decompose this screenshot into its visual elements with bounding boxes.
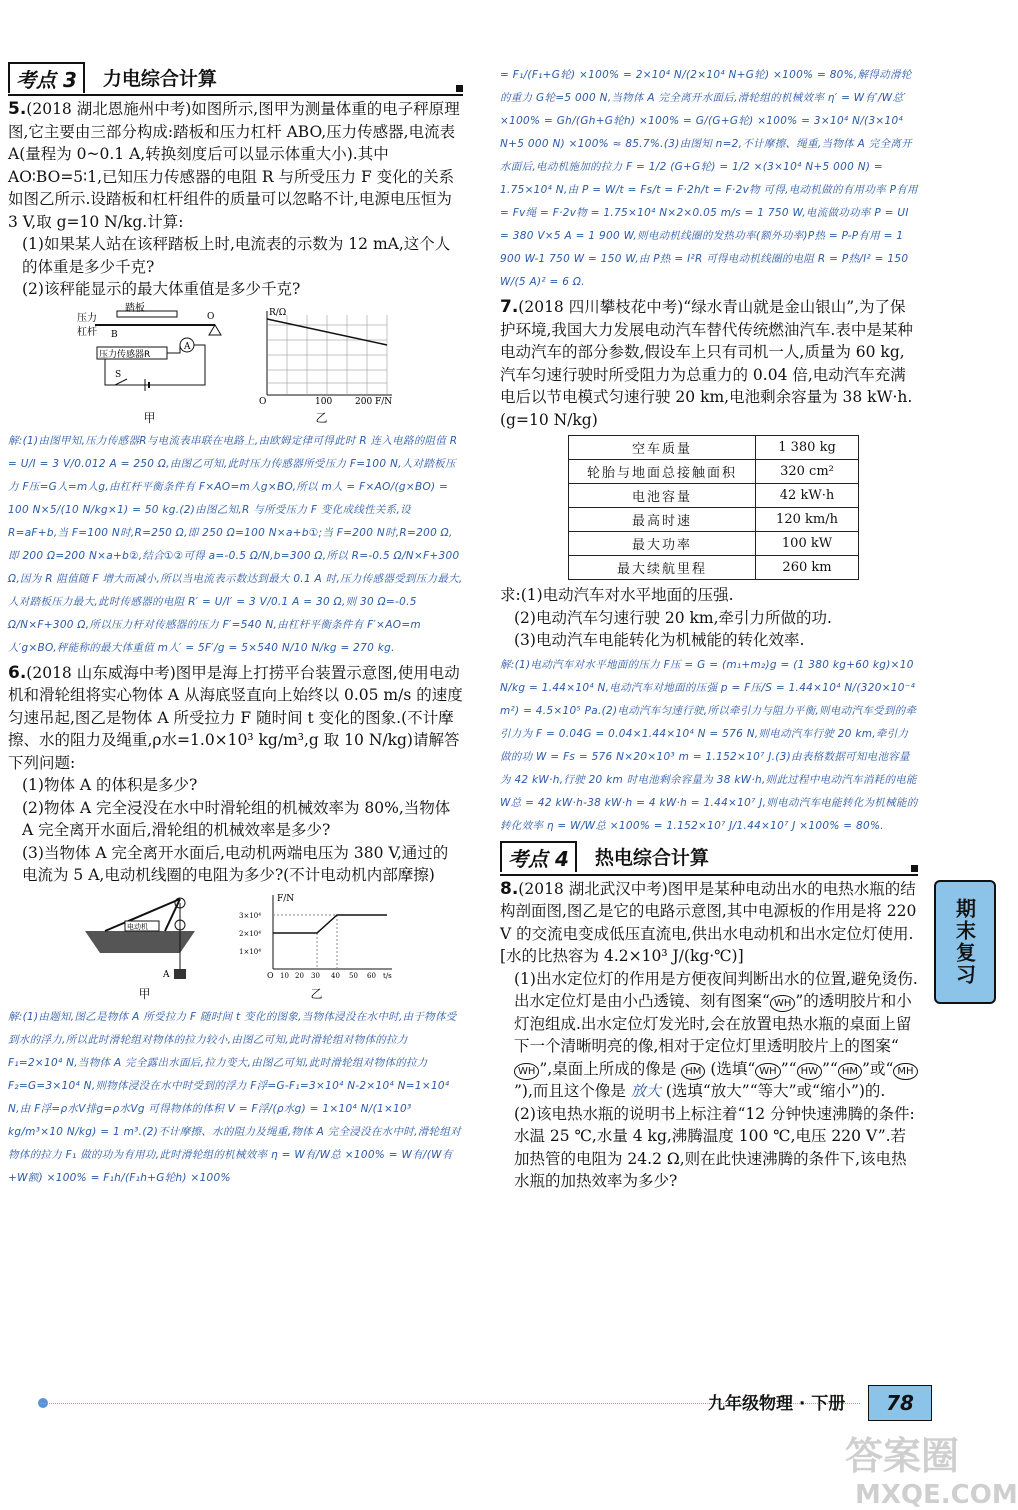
option-hw-icon: HW	[797, 1063, 822, 1080]
label-board: 踏板	[124, 302, 145, 314]
q6-sub1: (1)物体 A 的体积是多少?	[22, 776, 198, 794]
section-tag: 考点 4	[500, 841, 577, 872]
q6-figures	[8, 891, 463, 1002]
q8-sub2: (2)该电热水瓶的说明书上标注着“12 分钟快速沸腾的条件:水温 25 ℃,水量 4 kg,沸腾温度 100 ℃,电压 220 V”.若加热管的电阻为 24.2 Ω,则在此快速沸腾的条件下,该电热水瓶的加热效率为多少?	[514, 1104, 915, 1190]
svg-text:压力传感器R: 压力传感器R	[98, 349, 150, 360]
svg-text:50: 50	[348, 971, 358, 980]
question-text: (2018 湖北武汉中考)图甲是某种电动出水的电热水瓶的结构剖面图,图乙是它的电路示意图,其中电源板的作用是将 220 V 的交流电变成低压直流电,供出水电动机和出水定位灯使用.[水的比热容为 4.2×10³ J/(kg·℃)]	[500, 879, 917, 965]
f-t-graph	[237, 891, 397, 981]
option-hm-icon: HM	[838, 1063, 862, 1080]
crane-diagram	[75, 891, 215, 981]
table-row: 空车质量 1 380 kg	[569, 436, 859, 460]
watermark	[845, 1425, 1018, 1510]
q5-figure-circuit	[75, 302, 225, 426]
section-marker	[911, 865, 918, 872]
section-title: 热电综合计算	[594, 847, 709, 869]
car-spec-table	[568, 435, 859, 580]
svg-text:R/Ω: R/Ω	[268, 307, 286, 318]
question-6	[8, 662, 463, 775]
svg-text:S: S	[114, 369, 121, 380]
table-row: 最大续航里程 260 km	[569, 556, 859, 580]
q6-figure-platform	[75, 891, 215, 1002]
question-number: 8.	[500, 878, 519, 899]
svg-text:200: 200	[354, 396, 372, 407]
book-title: 九年级物理 · 下册	[708, 1394, 846, 1414]
table-row: 最大功率 100 kW	[569, 532, 859, 556]
svg-text:30: 30	[310, 971, 320, 980]
circuit-diagram	[75, 302, 225, 405]
svg-text:O: O	[206, 311, 214, 322]
svg-text:t/s: t/s	[382, 971, 392, 980]
section-tag: 考点 3	[8, 62, 85, 93]
q5-solution: 解:(1)由图甲知,压力传感器R与电流表串联在电路上,由欧姆定律可得此时 R 连入电路的阻值 R = U/I = 3 V/0.012 A = 250 Ω,由图乙可知,此时压力传感器所受压力 F=100 N,人对踏板压力 F压=G人=m人g,由杠杆平衡条件有 F×AO=m人g×BO,所以 m人 = F×AO/(g×BO) = 100 N×5/(10 N/kg×1) = 50 kg.(2)由图乙知,R 与所受压力 F 变化成线性关系,设 R=aF+b,当 F=100 N时,R=250 Ω,即 250 Ω=100 N×a+b①;当 F=200 N时,R=200 Ω,即 200 Ω=200 N×a+b②,结合①②可得 a=-0.5 Ω/N,b=300 Ω,所以 R=-0.5 Ω/N×F+300 Ω,因为 R 阻值随 F 增大而减小,所以当电流表示数达到最大 0.1 A 时,压力传感器受到压力最大,人对踏板压力最大,此时传感器的电阻 R′ = U/I′ = 3 V/0.1 A = 30 Ω,则 30 Ω=-0.5 Ω/N×F+300 Ω,所以压力杆对传感器的压力 F′=540 N,由杠杆平衡条件有 F′×AO=m人′g×BO,秤能称的最大体重值 m人′ = 5F′/g = 5×540 N/10 N/kg = 270 kg.	[8, 434, 463, 654]
q6-solution: 解:(1)由题知,图乙是物体 A 所受拉力 F 随时间 t 变化的图象,当物体浸没在水中时,由于物体受到水的浮力,所以此时滑轮组对物体的拉力较小,由图乙可知,此时滑轮组对物体的拉力 F₁=2×10⁴ N,当物体 A 完全露出水面后,拉力变大,由图乙可知,此时滑轮组对物体的拉力 F₂=G=3×10⁴ N,则物体浸没在水中时受到的浮力 F浮=G-F₁=3×10⁴ N-2×10⁴ N=1×10⁴ N,由 F浮=ρ水V排g=ρ水Vg 可得物体的体积 V = F浮/(ρ水g) = 1×10⁴ N/(1×10³ kg/m³×10 N/kg) = 1 m³.(2)不计摩擦、水的阻力及绳重,物体 A 完全浸没在水中时,滑轮组对物体的拉力 F₁ 做的功为有用功,此时滑轮组的机械效率 η = W有/W总 ×100% = W有/(W有+W额) ×100% = F₁h/(F₁h+G轮h) ×100%	[8, 1010, 461, 1184]
figure-caption: 乙	[315, 410, 328, 425]
q6-solution-continued: = F₁/(F₁+G轮) ×100% = 2×10⁴ N/(2×10⁴ N+G轮) ×100% = 80%,解得动滑轮的重力 G轮=5 000 N,当物体 A 完全离开水面后,滑轮组的机械效率 η′ = W有′/W总′ ×100% = Gh/(Gh+G轮h) ×100% = G/(G+G轮) ×100% = 3×10⁴ N/(3×10⁴ N+5 000 N) ×100% ≈ 85.7%.(3)由图知 n=2,不计摩擦、绳重,当物体 A 完全离开水面后,电动机施加的拉力 F = 1/2 (G+G轮) = 1/2 ×(3×10⁴ N+5 000 N) = 1.75×10⁴ N,由 P = W/t = Fs/t = F·2h/t = F·2v物 可得,电动机做的有用功率 P有用 = Fv绳 = F·2v物 = 1.75×10⁴ N×2×0.05 m/s = 1 750 W,电流做功功率 P = UI = 380 V×5 A = 1 900 W,则电动机线圈的发热功率(额外功率)P热 = P-P有用 = 1 900 W-1 750 W = 150 W,由 P热 = I²R 可得电动机线圈的电阻 R = P热/I² = 150 W/(5 A)² = 6 Ω.	[500, 69, 918, 288]
svg-text:A: A	[162, 969, 169, 980]
question-text: (2018 四川攀枝花中考)“绿水青山就是金山银山”,为了保护环境,我国大力发展电动汽车替代传统燃油汽车.表中是某种电动汽车的部分参数,假设车上只有司机一人,质量为 60 kg,汽车匀速行驶时所受阻力为总重力的 0.04 倍,电动汽车充满电后以节电模式匀速行驶 20 km,电池剩余容量为 38 kW·h.(g=10 N/kg)	[500, 298, 913, 429]
svg-text:B: B	[110, 329, 118, 340]
q5-sub2: (2)该秤能显示的最大体重值是多少千克?	[22, 280, 301, 298]
left-column	[8, 60, 463, 1192]
pattern-wh-icon: WH	[514, 1063, 539, 1080]
svg-text:20: 20	[294, 971, 304, 980]
svg-text:40: 40	[330, 971, 340, 980]
table-row: 轮胎与地面总接触面积 320 cm²	[569, 460, 859, 484]
figure-caption: 甲	[143, 410, 156, 425]
answer-pattern-icon: HM	[681, 1063, 705, 1080]
question-text: (2018 湖北恩施州中考)如图所示,图甲为测量体重的电子秤原理图,它主要由三部分构成:踏板和压力杠杆 ABO,压力传感器,电流表 A(量程为 0~0.1 A,转换刻度后可以显示体重大小).其中 AO∶BO=5∶1,已知压力传感器的电阻 R 与所受压力 F 变化的关系如图乙所示.设踏板和杠杆组件的质量可以忽略不计,电源电压恒为 3 V,取 g=10 N/kg.计算:	[8, 100, 460, 231]
svg-text:100: 100	[314, 396, 332, 407]
question-number: 6.	[8, 662, 27, 683]
question-7	[500, 296, 918, 431]
option-mh-icon: MH	[893, 1063, 917, 1080]
table-row: 电池容量 42 kW·h	[569, 484, 859, 508]
right-column	[500, 62, 918, 1193]
svg-text:O: O	[266, 970, 274, 980]
page-footer	[0, 1385, 1000, 1425]
figure-caption: 甲	[138, 986, 151, 1001]
question-number: 7.	[500, 297, 519, 317]
watermark-line2: MXQE.COM	[855, 1480, 1018, 1510]
svg-text:A: A	[183, 341, 190, 352]
q5-figures	[8, 302, 463, 426]
q5-sub1: (1)如果某人站在该秤踏板上时,电流表的示数为 12 mA,这个人的体重是多少千克?	[22, 235, 451, 276]
table-row: 最高时速 120 km/h	[569, 508, 859, 532]
svg-text:F/N: F/N	[276, 893, 294, 904]
svg-text:杠杆: 杠杆	[76, 326, 97, 338]
page-number: 78	[868, 1385, 932, 1421]
figure-caption: 乙	[310, 986, 323, 1001]
svg-text:电动机: 电动机	[126, 922, 148, 931]
pattern-wh-icon: WH	[770, 995, 795, 1012]
question-text: (2018 山东威海中考)图甲是海上打捞平台装置示意图,使用电动机和滑轮组将实心物体 A 从海底竖直向上始终以 0.05 m/s 的速度匀速吊起,图乙是物体 A 所受拉力 F 随时间 t 变化的图象.(不计摩擦、水的阻力及绳重,ρ水=1.0×10³ kg/m³,g 取 10 N/kg)请解答下列问题:	[8, 663, 463, 772]
section-header-3	[8, 60, 463, 96]
q7-ask: 求:(1)电动汽车对水平地面的压强.	[500, 586, 734, 604]
section-marker	[456, 85, 463, 92]
q7-solution: 解:(1)电动汽车对水平地面的压力 F压 = G = (m₁+m₂)g = (1 380 kg+60 kg)×10 N/kg = 1.44×10⁴ N,电动汽车对地面的压强 p = F压/S = 1.44×10⁴ N/(320×10⁻⁴ m²) = 4.5×10⁵ Pa.(2)电动汽车匀速行驶,所以牵引力与阻力平衡,则电动汽车受到的牵引力为 F = 0.04G = 0.04×1.44×10⁴ N = 576 N,则电动汽车行驶 20 km,牵引力做的功 W = Fs = 576 N×20×10³ m = 1.152×10⁷ J.(3)由表格数据可知电池容量为 42 kW·h,行驶 20 km 时电池剩余容量为 38 kW·h,则此过程中电动汽车消耗的电能 W总 = 42 kW·h-38 kW·h = 4 kW·h = 1.44×10⁷ J,则电动汽车电能转化为机械能的转化效率 η = W/W总 ×100% = 1.152×10⁷ J/1.44×10⁷ J ×100% = 80%.	[500, 658, 918, 832]
question-5	[8, 98, 463, 233]
q7-sub3: (3)电动汽车电能转化为机械能的转化效率.	[514, 631, 805, 649]
option-wh-icon: WH	[755, 1063, 780, 1080]
section-title: 力电综合计算	[102, 67, 217, 90]
q7-sub2: (2)电动汽车匀速行驶 20 km,牵引力所做的功.	[514, 608, 832, 627]
svg-text:F/N: F/N	[374, 396, 392, 407]
watermark-line1: 答案圈	[845, 1434, 960, 1478]
answer-text: 放大	[630, 1082, 661, 1100]
section-header-4	[500, 840, 918, 876]
question-number: 5.	[8, 99, 27, 119]
svg-text:3×10⁴: 3×10⁴	[238, 911, 261, 920]
r-f-graph	[247, 305, 397, 405]
side-tab	[934, 880, 996, 1004]
svg-text:10: 10	[279, 971, 289, 980]
q8-sub1: (1)出水定位灯的作用是方便夜间判断出水的位置,避免烫伤.出水定位灯是由小凸透镜、刻有图案“ WH ”的透明胶片和小灯泡组成.出水定位灯发光时,会在放置电热水瓶的桌面上留下一个清晰明亮的像,相对于定位灯里透明胶片上的图案“WH ”,桌面上所成的像是 HM (选填“ WH ”“ HW ”“ HM ”或“ MH”),而且这个像是 放大 (选填“放大”“等大”或“缩小”)的.	[514, 969, 918, 1100]
svg-text:60: 60	[366, 971, 376, 980]
svg-text:1×10⁴: 1×10⁴	[238, 947, 261, 956]
q6-figure-graph	[237, 891, 397, 1002]
svg-text:2×10⁴: 2×10⁴	[238, 929, 261, 938]
side-tab-label: 期末复习	[952, 898, 977, 986]
svg-text:O: O	[258, 396, 266, 407]
q5-figure-graph	[247, 305, 397, 426]
question-8	[500, 878, 918, 968]
q6-sub2: (2)物体 A 完全浸没在水中时滑轮组的机械效率为 80%,当物体 A 完全离开水面后,滑轮组的机械效率是多少?	[22, 798, 451, 839]
q6-sub3: (3)当物体 A 完全离开水面后,电动机两端电压为 380 V,通过的电流为 5 A,电动机线圈的电阻为多少?(不计电动机内部摩擦)	[22, 843, 449, 884]
svg-text:压力: 压力	[76, 312, 97, 324]
